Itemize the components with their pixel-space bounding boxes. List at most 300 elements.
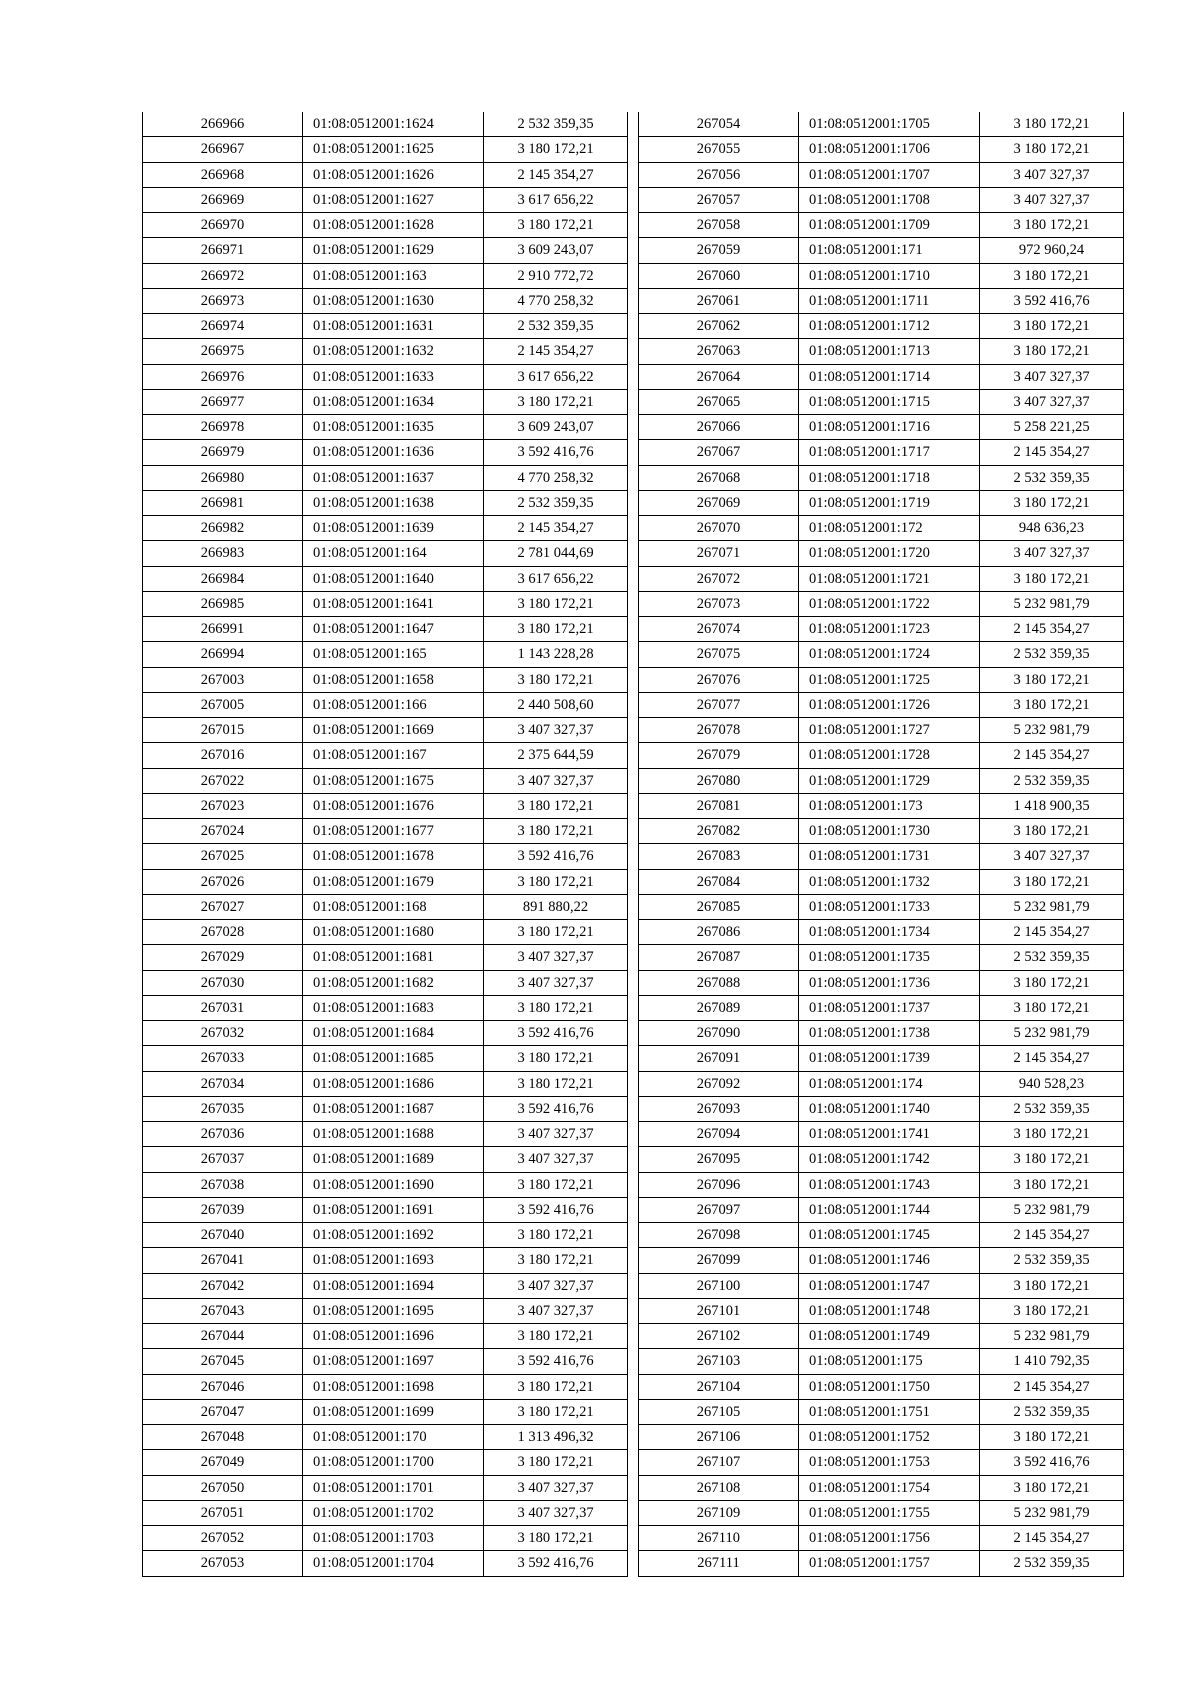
table-row — [143, 566, 628, 591]
row-number-cell: 267058 — [639, 213, 799, 238]
cadastral-value-cell: 2 145 354,27 — [980, 1526, 1124, 1551]
row-number-cell: 267046 — [143, 1374, 303, 1399]
table-row — [639, 945, 1124, 970]
cadastral-value-cell: 3 407 327,37 — [980, 844, 1124, 869]
row-number-cell: 267108 — [639, 1475, 799, 1500]
cadastral-number-cell: 01:08:0512001:1639 — [303, 516, 484, 541]
cadastral-number-cell: 01:08:0512001:1703 — [303, 1526, 484, 1551]
table-row — [143, 314, 628, 339]
table-row — [143, 970, 628, 995]
cadastral-value-cell: 3 180 172,21 — [484, 1450, 628, 1475]
cadastral-value-cell: 3 407 327,37 — [484, 945, 628, 970]
table-row — [143, 263, 628, 288]
table-row — [143, 339, 628, 364]
table-row — [639, 692, 1124, 717]
row-number-cell: 267033 — [143, 1046, 303, 1071]
table-row — [639, 1500, 1124, 1525]
row-number-cell: 267024 — [143, 819, 303, 844]
cadastral-value-table-left — [142, 112, 628, 1577]
cadastral-value-cell: 2 145 354,27 — [980, 1046, 1124, 1071]
cadastral-number-cell: 01:08:0512001:1722 — [799, 591, 980, 616]
row-number-cell: 267076 — [639, 667, 799, 692]
cadastral-number-cell: 01:08:0512001:1733 — [799, 894, 980, 919]
cadastral-number-cell: 01:08:0512001:1647 — [303, 617, 484, 642]
row-number-cell: 267079 — [639, 743, 799, 768]
cadastral-number-cell: 01:08:0512001:1700 — [303, 1450, 484, 1475]
cadastral-value-cell: 5 232 981,79 — [980, 1324, 1124, 1349]
row-number-cell: 267087 — [639, 945, 799, 970]
cadastral-number-cell: 01:08:0512001:1638 — [303, 490, 484, 515]
cadastral-number-cell: 01:08:0512001:1737 — [799, 995, 980, 1020]
cadastral-value-cell: 3 180 172,21 — [484, 1374, 628, 1399]
cadastral-number-cell: 01:08:0512001:1708 — [799, 187, 980, 212]
table-row — [143, 541, 628, 566]
row-number-cell: 267100 — [639, 1273, 799, 1298]
table-row — [143, 516, 628, 541]
row-number-cell: 267062 — [639, 314, 799, 339]
table-row — [639, 288, 1124, 313]
row-number-cell: 267060 — [639, 263, 799, 288]
table-row — [639, 1096, 1124, 1121]
cadastral-value-cell: 3 407 327,37 — [484, 1273, 628, 1298]
cadastral-number-cell: 01:08:0512001:1679 — [303, 869, 484, 894]
table-row — [639, 844, 1124, 869]
row-number-cell: 267005 — [143, 692, 303, 717]
cadastral-number-cell: 01:08:0512001:1676 — [303, 793, 484, 818]
table-row — [143, 692, 628, 717]
table-row — [143, 1399, 628, 1424]
cadastral-number-cell: 01:08:0512001:1744 — [799, 1197, 980, 1222]
row-number-cell: 266976 — [143, 364, 303, 389]
cadastral-number-cell: 01:08:0512001:1713 — [799, 339, 980, 364]
cadastral-number-cell: 01:08:0512001:1747 — [799, 1273, 980, 1298]
cadastral-value-cell: 972 960,24 — [980, 238, 1124, 263]
row-number-cell: 267061 — [639, 288, 799, 313]
cadastral-number-cell: 01:08:0512001:1677 — [303, 819, 484, 844]
table-row — [639, 819, 1124, 844]
row-number-cell: 266972 — [143, 263, 303, 288]
cadastral-number-cell: 01:08:0512001:1756 — [799, 1526, 980, 1551]
row-number-cell: 267029 — [143, 945, 303, 970]
cadastral-value-cell: 3 180 172,21 — [980, 314, 1124, 339]
cadastral-number-cell: 01:08:0512001:1635 — [303, 415, 484, 440]
cadastral-number-cell: 01:08:0512001:1631 — [303, 314, 484, 339]
cadastral-value-cell: 3 407 327,37 — [484, 768, 628, 793]
row-number-cell: 267036 — [143, 1122, 303, 1147]
row-number-cell: 267023 — [143, 793, 303, 818]
row-number-cell: 267027 — [143, 894, 303, 919]
cadastral-value-cell: 3 407 327,37 — [980, 162, 1124, 187]
row-number-cell: 266980 — [143, 465, 303, 490]
table-row — [143, 743, 628, 768]
row-number-cell: 266971 — [143, 238, 303, 263]
cadastral-number-cell: 01:08:0512001:1735 — [799, 945, 980, 970]
cadastral-value-cell: 3 180 172,21 — [484, 869, 628, 894]
table-row — [639, 213, 1124, 238]
cadastral-number-cell: 01:08:0512001:1715 — [799, 389, 980, 414]
table-row — [143, 642, 628, 667]
table-row — [639, 112, 1124, 137]
cadastral-number-cell: 01:08:0512001:1694 — [303, 1273, 484, 1298]
cadastral-value-cell: 5 232 981,79 — [980, 718, 1124, 743]
row-number-cell: 267094 — [639, 1122, 799, 1147]
cadastral-value-cell: 5 232 981,79 — [980, 591, 1124, 616]
table-row — [639, 1172, 1124, 1197]
row-number-cell: 267003 — [143, 667, 303, 692]
cadastral-number-cell: 01:08:0512001:168 — [303, 894, 484, 919]
table-row — [639, 642, 1124, 667]
table-row — [639, 162, 1124, 187]
cadastral-value-cell: 3 180 172,21 — [980, 869, 1124, 894]
row-number-cell: 267092 — [639, 1071, 799, 1096]
row-number-cell: 267070 — [639, 516, 799, 541]
table-row — [143, 288, 628, 313]
table-row — [639, 1273, 1124, 1298]
cadastral-number-cell: 01:08:0512001:1749 — [799, 1324, 980, 1349]
cadastral-value-cell: 3 180 172,21 — [484, 591, 628, 616]
row-number-cell: 267015 — [143, 718, 303, 743]
table-row — [639, 743, 1124, 768]
cadastral-value-cell: 3 180 172,21 — [980, 137, 1124, 162]
table-row — [639, 516, 1124, 541]
cadastral-number-cell: 01:08:0512001:1681 — [303, 945, 484, 970]
row-number-cell: 267067 — [639, 440, 799, 465]
cadastral-number-cell: 01:08:0512001:1704 — [303, 1551, 484, 1576]
cadastral-value-cell: 3 592 416,76 — [980, 288, 1124, 313]
row-number-cell: 267054 — [639, 112, 799, 137]
row-number-cell: 267022 — [143, 768, 303, 793]
cadastral-number-cell: 01:08:0512001:1675 — [303, 768, 484, 793]
row-number-cell: 267059 — [639, 238, 799, 263]
table-row — [143, 1248, 628, 1273]
table-row — [639, 1475, 1124, 1500]
row-number-cell: 267065 — [639, 389, 799, 414]
table-row — [143, 389, 628, 414]
cadastral-value-cell: 2 145 354,27 — [980, 920, 1124, 945]
row-number-cell: 267028 — [143, 920, 303, 945]
cadastral-number-cell: 01:08:0512001:1629 — [303, 238, 484, 263]
cadastral-number-cell: 01:08:0512001:1743 — [799, 1172, 980, 1197]
cadastral-number-cell: 01:08:0512001:1729 — [799, 768, 980, 793]
table-row — [639, 1551, 1124, 1576]
table-row — [143, 591, 628, 616]
cadastral-number-cell: 01:08:0512001:1736 — [799, 970, 980, 995]
cadastral-value-cell: 3 407 327,37 — [980, 389, 1124, 414]
cadastral-value-cell: 948 636,23 — [980, 516, 1124, 541]
cadastral-number-cell: 01:08:0512001:1699 — [303, 1399, 484, 1424]
cadastral-value-cell: 3 180 172,21 — [980, 339, 1124, 364]
table-body-left — [143, 112, 628, 1576]
cadastral-value-cell: 3 180 172,21 — [980, 692, 1124, 717]
cadastral-value-cell: 3 407 327,37 — [980, 541, 1124, 566]
cadastral-number-cell: 01:08:0512001:1739 — [799, 1046, 980, 1071]
cadastral-value-cell: 2 440 508,60 — [484, 692, 628, 717]
table-row — [143, 465, 628, 490]
row-number-cell: 267095 — [639, 1147, 799, 1172]
table-row — [639, 1450, 1124, 1475]
row-number-cell: 267111 — [639, 1551, 799, 1576]
table-row — [143, 1298, 628, 1323]
cadastral-value-cell: 3 180 172,21 — [484, 667, 628, 692]
cadastral-value-cell: 3 407 327,37 — [484, 1147, 628, 1172]
table-row — [639, 920, 1124, 945]
table-row — [639, 1122, 1124, 1147]
row-number-cell: 267082 — [639, 819, 799, 844]
cadastral-number-cell: 01:08:0512001:1684 — [303, 1021, 484, 1046]
cadastral-value-cell: 2 532 359,35 — [484, 112, 628, 137]
cadastral-value-cell: 2 145 354,27 — [980, 617, 1124, 642]
table-row — [639, 617, 1124, 642]
table-row — [143, 112, 628, 137]
table-row — [143, 1147, 628, 1172]
cadastral-number-cell: 01:08:0512001:1716 — [799, 415, 980, 440]
cadastral-value-cell: 3 407 327,37 — [484, 1122, 628, 1147]
table-row — [143, 1450, 628, 1475]
table-row — [639, 465, 1124, 490]
row-number-cell: 267066 — [639, 415, 799, 440]
row-number-cell: 267097 — [639, 1197, 799, 1222]
cadastral-number-cell: 01:08:0512001:1688 — [303, 1122, 484, 1147]
cadastral-number-cell: 01:08:0512001:1633 — [303, 364, 484, 389]
cadastral-number-cell: 01:08:0512001:1731 — [799, 844, 980, 869]
row-number-cell: 266977 — [143, 389, 303, 414]
cadastral-value-cell: 3 180 172,21 — [484, 920, 628, 945]
cadastral-number-cell: 01:08:0512001:1724 — [799, 642, 980, 667]
row-number-cell: 267105 — [639, 1399, 799, 1424]
row-number-cell: 267047 — [143, 1399, 303, 1424]
row-number-cell: 267030 — [143, 970, 303, 995]
cadastral-number-cell: 01:08:0512001:171 — [799, 238, 980, 263]
cadastral-number-cell: 01:08:0512001:1750 — [799, 1374, 980, 1399]
cadastral-value-cell: 3 592 416,76 — [484, 1349, 628, 1374]
table-row — [143, 1172, 628, 1197]
cadastral-number-cell: 01:08:0512001:1709 — [799, 213, 980, 238]
cadastral-value-cell: 2 145 354,27 — [980, 743, 1124, 768]
row-number-cell: 266973 — [143, 288, 303, 313]
cadastral-number-cell: 01:08:0512001:1714 — [799, 364, 980, 389]
cadastral-value-cell: 2 532 359,35 — [980, 1096, 1124, 1121]
cadastral-number-cell: 01:08:0512001:1727 — [799, 718, 980, 743]
table-row — [639, 1046, 1124, 1071]
cadastral-value-cell: 3 617 656,22 — [484, 566, 628, 591]
cadastral-value-cell: 3 180 172,21 — [484, 1071, 628, 1096]
cadastral-number-cell: 01:08:0512001:1706 — [799, 137, 980, 162]
table-row — [639, 1349, 1124, 1374]
cadastral-number-cell: 01:08:0512001:1742 — [799, 1147, 980, 1172]
row-number-cell: 267110 — [639, 1526, 799, 1551]
cadastral-value-cell: 2 532 359,35 — [980, 768, 1124, 793]
table-row — [143, 793, 628, 818]
cadastral-number-cell: 01:08:0512001:1696 — [303, 1324, 484, 1349]
cadastral-number-cell: 01:08:0512001:1745 — [799, 1223, 980, 1248]
cadastral-value-cell: 3 592 416,76 — [484, 1021, 628, 1046]
row-number-cell: 267109 — [639, 1500, 799, 1525]
row-number-cell: 267045 — [143, 1349, 303, 1374]
row-number-cell: 266981 — [143, 490, 303, 515]
cadastral-number-cell: 01:08:0512001:1711 — [799, 288, 980, 313]
cadastral-number-cell: 01:08:0512001:1720 — [799, 541, 980, 566]
table-row — [639, 1071, 1124, 1096]
cadastral-value-cell: 2 532 359,35 — [980, 945, 1124, 970]
table-row — [639, 894, 1124, 919]
cadastral-value-cell: 3 180 172,21 — [980, 112, 1124, 137]
cadastral-number-cell: 01:08:0512001:175 — [799, 1349, 980, 1374]
table-row — [143, 187, 628, 212]
cadastral-number-cell: 01:08:0512001:1692 — [303, 1223, 484, 1248]
cadastral-number-cell: 01:08:0512001:1669 — [303, 718, 484, 743]
cadastral-value-cell: 3 609 243,07 — [484, 238, 628, 263]
table-row — [143, 1223, 628, 1248]
cadastral-value-cell: 3 180 172,21 — [980, 1172, 1124, 1197]
cadastral-value-cell: 3 180 172,21 — [484, 1046, 628, 1071]
cadastral-value-cell: 2 532 359,35 — [484, 490, 628, 515]
table-row — [143, 869, 628, 894]
row-number-cell: 267091 — [639, 1046, 799, 1071]
cadastral-number-cell: 01:08:0512001:1752 — [799, 1425, 980, 1450]
row-number-cell: 267034 — [143, 1071, 303, 1096]
row-number-cell: 266982 — [143, 516, 303, 541]
table-row — [639, 1425, 1124, 1450]
cadastral-value-cell: 3 180 172,21 — [484, 1248, 628, 1273]
cadastral-number-cell: 01:08:0512001:1690 — [303, 1172, 484, 1197]
cadastral-number-cell: 01:08:0512001:1683 — [303, 995, 484, 1020]
cadastral-value-cell: 3 407 327,37 — [484, 1298, 628, 1323]
cadastral-value-cell: 3 180 172,21 — [980, 566, 1124, 591]
table-row — [143, 945, 628, 970]
row-number-cell: 267052 — [143, 1526, 303, 1551]
cadastral-value-cell: 3 407 327,37 — [484, 970, 628, 995]
table-row — [639, 793, 1124, 818]
table-row — [143, 1122, 628, 1147]
table-row — [639, 314, 1124, 339]
cadastral-number-cell: 01:08:0512001:1686 — [303, 1071, 484, 1096]
table-row — [143, 238, 628, 263]
table-row — [639, 1147, 1124, 1172]
cadastral-value-cell: 2 532 359,35 — [980, 642, 1124, 667]
row-number-cell: 267072 — [639, 566, 799, 591]
table-row — [143, 364, 628, 389]
cadastral-value-cell: 2 532 359,35 — [980, 465, 1124, 490]
row-number-cell: 267035 — [143, 1096, 303, 1121]
cadastral-value-cell: 2 375 644,59 — [484, 743, 628, 768]
row-number-cell: 267057 — [639, 187, 799, 212]
table-row — [143, 667, 628, 692]
row-number-cell: 267026 — [143, 869, 303, 894]
cadastral-value-cell: 3 592 416,76 — [484, 1197, 628, 1222]
row-number-cell: 267104 — [639, 1374, 799, 1399]
cadastral-number-cell: 01:08:0512001:1632 — [303, 339, 484, 364]
row-number-cell: 267042 — [143, 1273, 303, 1298]
cadastral-value-cell: 3 180 172,21 — [484, 1223, 628, 1248]
cadastral-value-cell: 3 180 172,21 — [484, 617, 628, 642]
cadastral-value-cell: 3 180 172,21 — [484, 1324, 628, 1349]
cadastral-value-cell: 3 592 416,76 — [980, 1450, 1124, 1475]
row-number-cell: 267080 — [639, 768, 799, 793]
table-row — [143, 1021, 628, 1046]
cadastral-number-cell: 01:08:0512001:165 — [303, 642, 484, 667]
cadastral-number-cell: 01:08:0512001:1680 — [303, 920, 484, 945]
cadastral-value-cell: 1 313 496,32 — [484, 1425, 628, 1450]
cadastral-value-cell: 5 232 981,79 — [980, 1500, 1124, 1525]
table-row — [143, 617, 628, 642]
row-number-cell: 267044 — [143, 1324, 303, 1349]
row-number-cell: 267107 — [639, 1450, 799, 1475]
row-number-cell: 266968 — [143, 162, 303, 187]
cadastral-number-cell: 01:08:0512001:1641 — [303, 591, 484, 616]
table-row — [639, 263, 1124, 288]
row-number-cell: 267031 — [143, 995, 303, 1020]
cadastral-number-cell: 01:08:0512001:1719 — [799, 490, 980, 515]
table-row — [639, 768, 1124, 793]
row-number-cell: 267089 — [639, 995, 799, 1020]
row-number-cell: 267050 — [143, 1475, 303, 1500]
row-number-cell: 267084 — [639, 869, 799, 894]
cadastral-value-table-right — [638, 112, 1124, 1577]
cadastral-value-cell: 2 145 354,27 — [980, 1223, 1124, 1248]
cadastral-value-cell: 2 145 354,27 — [980, 1374, 1124, 1399]
table-row — [639, 440, 1124, 465]
cadastral-value-cell: 3 180 172,21 — [484, 1399, 628, 1424]
cadastral-number-cell: 01:08:0512001:1717 — [799, 440, 980, 465]
row-number-cell: 266975 — [143, 339, 303, 364]
row-number-cell: 266969 — [143, 187, 303, 212]
cadastral-number-cell: 01:08:0512001:1730 — [799, 819, 980, 844]
table-row — [639, 667, 1124, 692]
cadastral-value-cell: 3 180 172,21 — [484, 137, 628, 162]
row-number-cell: 267098 — [639, 1223, 799, 1248]
cadastral-value-cell: 3 180 172,21 — [980, 1298, 1124, 1323]
row-number-cell: 267077 — [639, 692, 799, 717]
table-row — [143, 844, 628, 869]
row-number-cell: 266985 — [143, 591, 303, 616]
row-number-cell: 267038 — [143, 1172, 303, 1197]
table-row — [639, 1223, 1124, 1248]
table-row — [639, 364, 1124, 389]
row-number-cell: 266991 — [143, 617, 303, 642]
row-number-cell: 267085 — [639, 894, 799, 919]
table-row — [639, 1248, 1124, 1273]
row-number-cell: 266966 — [143, 112, 303, 137]
cadastral-number-cell: 01:08:0512001:167 — [303, 743, 484, 768]
table-row — [639, 869, 1124, 894]
cadastral-value-cell: 5 232 981,79 — [980, 894, 1124, 919]
row-number-cell: 267074 — [639, 617, 799, 642]
row-number-cell: 267016 — [143, 743, 303, 768]
table-row — [143, 1096, 628, 1121]
row-number-cell: 267083 — [639, 844, 799, 869]
cadastral-number-cell: 01:08:0512001:166 — [303, 692, 484, 717]
cadastral-number-cell: 01:08:0512001:1698 — [303, 1374, 484, 1399]
cadastral-number-cell: 01:08:0512001:163 — [303, 263, 484, 288]
cadastral-value-cell: 3 180 172,21 — [484, 1172, 628, 1197]
row-number-cell: 267025 — [143, 844, 303, 869]
row-number-cell: 267106 — [639, 1425, 799, 1450]
table-row — [143, 490, 628, 515]
cadastral-number-cell: 01:08:0512001:1728 — [799, 743, 980, 768]
cadastral-value-cell: 3 180 172,21 — [484, 1526, 628, 1551]
cadastral-number-cell: 01:08:0512001:1705 — [799, 112, 980, 137]
table-row — [639, 415, 1124, 440]
table-row — [639, 995, 1124, 1020]
table-row — [143, 440, 628, 465]
cadastral-value-cell: 2 532 359,35 — [980, 1248, 1124, 1273]
cadastral-value-cell: 3 407 327,37 — [484, 718, 628, 743]
cadastral-number-cell: 01:08:0512001:1741 — [799, 1122, 980, 1147]
table-row — [639, 1399, 1124, 1424]
cadastral-number-cell: 01:08:0512001:1628 — [303, 213, 484, 238]
cadastral-number-cell: 01:08:0512001:1732 — [799, 869, 980, 894]
cadastral-number-cell: 01:08:0512001:1627 — [303, 187, 484, 212]
